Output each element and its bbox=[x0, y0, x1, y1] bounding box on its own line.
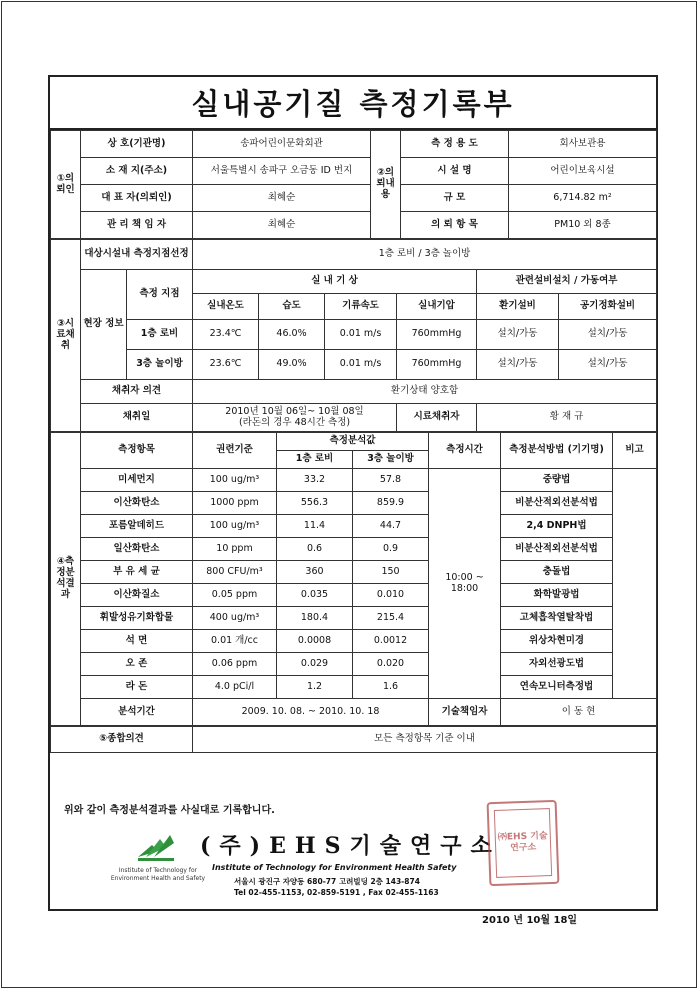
logo-caption bbox=[106, 867, 210, 883]
location-2-value: 44.7 bbox=[353, 515, 429, 538]
value-header: 측정분석값 bbox=[277, 433, 429, 451]
location-1-value: 360 bbox=[277, 561, 353, 584]
column-header: 실내온도 bbox=[193, 294, 259, 320]
method-name: 비분산적외선분석법 bbox=[501, 538, 613, 561]
request-value: 어린이보육시설 bbox=[509, 158, 657, 185]
temperature: 23.4℃ bbox=[193, 320, 259, 350]
point-name: 1층 로비 bbox=[127, 320, 193, 350]
method-name: 중량법 bbox=[501, 469, 613, 492]
client-label: 상 호(기관명) bbox=[81, 131, 193, 158]
manager-value: 이 동 현 bbox=[501, 699, 657, 726]
document bbox=[48, 75, 658, 926]
method-name: 충돌법 bbox=[501, 561, 613, 584]
item-name: 미세먼지 bbox=[81, 469, 193, 492]
location-2-value: 0.010 bbox=[353, 584, 429, 607]
site-info-label: 현장 정보 bbox=[81, 270, 127, 380]
table-row bbox=[51, 469, 657, 492]
declaration: 위와 같이 측정분석결과를 사실대로 기록합니다. bbox=[64, 805, 275, 816]
request-value: 회사보관용 bbox=[509, 131, 657, 158]
issue-date: 2010 년 10월 18일 bbox=[482, 915, 578, 926]
location-1-value: 556.3 bbox=[277, 492, 353, 515]
note-header: 비고 bbox=[613, 433, 657, 469]
item-header: 측정항목 bbox=[81, 433, 193, 469]
target-value: 1층 로비 / 3층 놀이방 bbox=[193, 240, 657, 270]
item-name: 휘발성유기화합물 bbox=[81, 607, 193, 630]
logo-caption-line: Environment Health and Safety bbox=[110, 874, 206, 882]
company-seal bbox=[487, 800, 560, 886]
column-header: 실내기압 bbox=[397, 294, 477, 320]
table-row bbox=[51, 320, 657, 350]
location-1-value: 0.035 bbox=[277, 584, 353, 607]
table-row bbox=[51, 630, 657, 653]
client-value: 최혜순 bbox=[193, 212, 371, 239]
client-value: 서울특별시 송파구 오금동 ID 번지 bbox=[193, 158, 371, 185]
humidity: 49.0% bbox=[259, 350, 325, 380]
method-name: 연속모니터측정법 bbox=[501, 676, 613, 699]
title-row bbox=[50, 77, 656, 130]
company-name-english: Institute of Technology for Environment Health Safety bbox=[212, 863, 457, 872]
location-1-value: 33.2 bbox=[277, 469, 353, 492]
ehs-logo-icon bbox=[136, 831, 176, 863]
table-row bbox=[51, 653, 657, 676]
target-label: 대상시설내 측정지점선정 bbox=[81, 240, 193, 270]
location-1-value: 0.6 bbox=[277, 538, 353, 561]
opinion-value: 환기상태 양호함 bbox=[193, 380, 657, 404]
point-label: 측정 지점 bbox=[127, 270, 193, 320]
location-1-value: 0.029 bbox=[277, 653, 353, 676]
table-row bbox=[51, 492, 657, 515]
location-1-header: 1층 로비 bbox=[277, 451, 353, 469]
column-header: 기류속도 bbox=[325, 294, 397, 320]
company-address: 서울시 광진구 자양동 680-77 고려빌딩 2층 143-874 bbox=[234, 877, 420, 886]
location-2-value: 0.0012 bbox=[353, 630, 429, 653]
footer bbox=[50, 793, 656, 926]
table-row bbox=[51, 584, 657, 607]
seal-inner: ㈜EHS 기술연구소 bbox=[494, 808, 552, 878]
method-name: 비분산적외선분석법 bbox=[501, 492, 613, 515]
table-row bbox=[51, 676, 657, 699]
standard-value: 0.01 개/cc bbox=[193, 630, 277, 653]
measurement-time: 10:00 ~ 18:00 bbox=[429, 469, 501, 699]
table-row bbox=[51, 561, 657, 584]
request-section-label: ②의뢰내용 bbox=[371, 131, 401, 239]
period-label: 분석기간 bbox=[81, 699, 193, 726]
equipment-header: 관련설비설치 / 가동여부 bbox=[477, 270, 657, 294]
airflow: 0.01 m/s bbox=[325, 320, 397, 350]
sampling-date-label: 채취일 bbox=[81, 404, 193, 432]
time-header: 측정시간 bbox=[429, 433, 501, 469]
location-1-value: 0.0008 bbox=[277, 630, 353, 653]
standard-value: 1000 ppm bbox=[193, 492, 277, 515]
client-value: 최혜순 bbox=[193, 185, 371, 212]
standard-header: 권련기준 bbox=[193, 433, 277, 469]
request-label: 시 설 명 bbox=[401, 158, 509, 185]
client-request-table bbox=[50, 130, 657, 239]
standard-value: 800 CFU/m³ bbox=[193, 561, 277, 584]
method-name: 화학발광법 bbox=[501, 584, 613, 607]
request-label: 측 정 용 도 bbox=[401, 131, 509, 158]
location-2-value: 859.9 bbox=[353, 492, 429, 515]
table-row bbox=[51, 607, 657, 630]
company-phone: Tel 02-455-1153, 02-859-5191 , Fax 02-455-1163 bbox=[234, 888, 439, 897]
request-value: 6,714.82 m² bbox=[509, 185, 657, 212]
overall-table bbox=[50, 726, 657, 753]
method-name: 자외선광도법 bbox=[501, 653, 613, 676]
purifier: 설치/가동 bbox=[559, 320, 657, 350]
request-label: 규 모 bbox=[401, 185, 509, 212]
sampler-label: 시료채취자 bbox=[397, 404, 477, 432]
standard-value: 10 ppm bbox=[193, 538, 277, 561]
column-header: 습도 bbox=[259, 294, 325, 320]
method-header: 측정분석방법 (기기명) bbox=[501, 433, 613, 469]
location-1-value: 1.2 bbox=[277, 676, 353, 699]
manager-label: 기술책임자 bbox=[429, 699, 501, 726]
location-1-value: 180.4 bbox=[277, 607, 353, 630]
client-label: 관 리 책 임 자 bbox=[81, 212, 193, 239]
item-name: 부 유 세 균 bbox=[81, 561, 193, 584]
request-value: PM10 외 8종 bbox=[509, 212, 657, 239]
sampler-value: 황 재 규 bbox=[477, 404, 657, 432]
standard-value: 100 ug/m³ bbox=[193, 469, 277, 492]
sampling-date-value bbox=[193, 404, 397, 432]
client-label: 대 표 자(의뢰인) bbox=[81, 185, 193, 212]
sampling-table bbox=[50, 239, 657, 432]
point-name: 3층 놀이방 bbox=[127, 350, 193, 380]
column-header: 공기정화설비 bbox=[559, 294, 657, 320]
location-2-value: 0.020 bbox=[353, 653, 429, 676]
logo-caption-line: Institute of Technology for bbox=[118, 867, 198, 874]
standard-value: 400 ug/m³ bbox=[193, 607, 277, 630]
table-row bbox=[51, 350, 657, 380]
method-name: 위상차현미경 bbox=[501, 630, 613, 653]
sampling-section-label: ③시료채취 bbox=[51, 240, 81, 432]
method-name: 고체흡착열탈착법 bbox=[501, 607, 613, 630]
airflow: 0.01 m/s bbox=[325, 350, 397, 380]
request-label: 의 뢰 항 목 bbox=[401, 212, 509, 239]
temperature: 23.6℃ bbox=[193, 350, 259, 380]
table-row bbox=[51, 538, 657, 561]
location-2-value: 150 bbox=[353, 561, 429, 584]
overall-value: 모든 측정항목 기준 이내 bbox=[193, 727, 657, 753]
location-2-value: 215.4 bbox=[353, 607, 429, 630]
location-2-header: 3층 놀이방 bbox=[353, 451, 429, 469]
document-title: 실내공기질 측정기록부 bbox=[191, 87, 515, 121]
pressure: 760mmHg bbox=[397, 320, 477, 350]
standard-value: 0.05 ppm bbox=[193, 584, 277, 607]
location-2-value: 57.8 bbox=[353, 469, 429, 492]
standard-value: 0.06 ppm bbox=[193, 653, 277, 676]
company-name: (주)EHS기술연구소 bbox=[200, 833, 501, 859]
period-value: 2009. 10. 08. ~ 2010. 10. 18 bbox=[193, 699, 429, 726]
table-row bbox=[51, 515, 657, 538]
ventilation: 설치/가동 bbox=[477, 320, 559, 350]
location-2-value: 0.9 bbox=[353, 538, 429, 561]
overall-label: ⑤종합의견 bbox=[51, 727, 193, 753]
sampling-date: 2010년 10월 06일~ 10월 08일 bbox=[225, 405, 364, 417]
note-cell bbox=[613, 469, 657, 699]
item-name: 일산화탄소 bbox=[81, 538, 193, 561]
purifier: 설치/가동 bbox=[559, 350, 657, 380]
item-name: 이산화질소 bbox=[81, 584, 193, 607]
column-header: 환기설비 bbox=[477, 294, 559, 320]
item-name: 이산화탄소 bbox=[81, 492, 193, 515]
opinion-label: 채취자 의견 bbox=[81, 380, 193, 404]
client-section-label: ①의뢰인 bbox=[51, 131, 81, 239]
item-name: 석 면 bbox=[81, 630, 193, 653]
item-name: 포름알데히드 bbox=[81, 515, 193, 538]
pressure: 760mmHg bbox=[397, 350, 477, 380]
results-section-label: ④측정분석결과 bbox=[51, 433, 81, 726]
client-value: 송파어린이문화회관 bbox=[193, 131, 371, 158]
standard-value: 100 ug/m³ bbox=[193, 515, 277, 538]
results-table bbox=[50, 432, 657, 726]
client-label: 소 재 지(주소) bbox=[81, 158, 193, 185]
sampling-date-note: (라돈의 경우 48시간 측정) bbox=[238, 416, 351, 428]
standard-value: 4.0 pCi/l bbox=[193, 676, 277, 699]
method-name: 2,4 DNPH법 bbox=[501, 515, 613, 538]
item-name: 오 존 bbox=[81, 653, 193, 676]
humidity: 46.0% bbox=[259, 320, 325, 350]
indoor-header: 실 내 기 상 bbox=[193, 270, 477, 294]
item-name: 라 돈 bbox=[81, 676, 193, 699]
ventilation: 설치/가동 bbox=[477, 350, 559, 380]
location-1-value: 11.4 bbox=[277, 515, 353, 538]
location-2-value: 1.6 bbox=[353, 676, 429, 699]
